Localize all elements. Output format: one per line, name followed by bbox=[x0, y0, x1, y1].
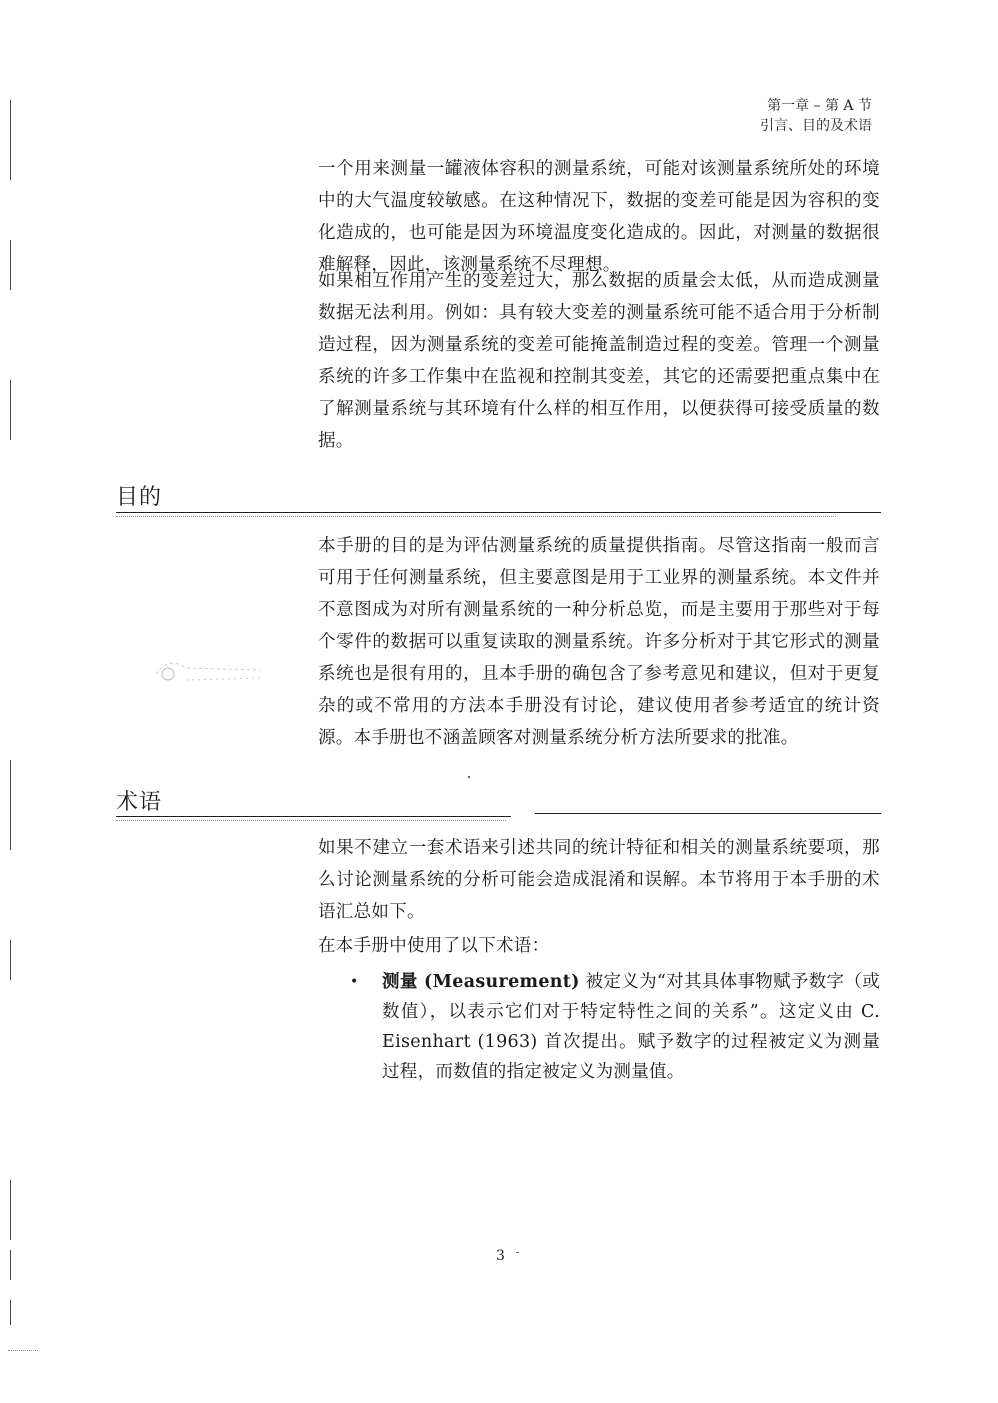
paragraph-terms-lead: 在本手册中使用了以下术语： bbox=[318, 936, 550, 956]
scan-edge-mark bbox=[10, 760, 11, 850]
bullet-icon: • bbox=[350, 974, 359, 990]
section-rule-terms-left bbox=[116, 816, 511, 817]
scan-speck bbox=[516, 1252, 519, 1253]
header-chapter: 第一章 – 第 A 节 bbox=[767, 98, 872, 114]
paragraph-terms-intro: 如果不建立一套术语来引述共同的统计特征和相关的测量系统要项，那么讨论测量系统的分析可能会造成混淆和误解。本节将用于本手册的术语汇总如下。 bbox=[318, 838, 880, 922]
list-item bbox=[350, 967, 880, 1087]
scan-speck bbox=[468, 776, 470, 778]
scan-edge-mark bbox=[10, 240, 11, 290]
term-name: 测量 (Measurement) bbox=[382, 972, 580, 992]
paragraph-interaction-variation: 如果相互作用产生的变差过大，那么数据的质量会太低，从而造成测量数据无法利用。例如：具有较大变差的测量系统可能不适合用于分析制造过程，因为测量系统的变差可能掩盖制造过程的变差。管理一个测量系统的许多工作集中在监视和控制其变差，其它的还需要把重点集中在了解测量系统与其环境有什么样的相互作用，以便获得可接受质量的数据。 bbox=[318, 271, 880, 451]
scan-dotted-line bbox=[116, 516, 836, 517]
scan-dotted-line bbox=[8, 1350, 38, 1351]
scan-edge-mark bbox=[10, 380, 11, 440]
scan-edge-mark bbox=[10, 940, 11, 980]
scan-edge-mark bbox=[10, 100, 11, 180]
term-definition: 被定义为“对其具体事物赋予数字（或数值），以表示它们对于特定特性之间的关系”。这定义由 C. Eisenhart (1963) 首次提出。赋予数字的过程被定义为测量过程，而数值的指定被定义为测量值。 bbox=[382, 972, 880, 1082]
scan-edge-mark bbox=[10, 1300, 11, 1325]
section-rule-terms-right bbox=[535, 813, 881, 814]
section-heading-purpose: 目的 bbox=[116, 485, 163, 510]
terms-list bbox=[350, 967, 880, 1087]
section-rule-purpose bbox=[116, 512, 881, 513]
scan-edge-mark bbox=[10, 1250, 11, 1280]
paragraph-temperature-example: 一个用来测量一罐液体容积的测量系统，可能对该测量系统所处的环境中的大气温度较敏感。在这种情况下，数据的变差可能是因为容积的变化造成的，也可能是因为环境温度变化造成的。因此，对测量的数据很难解释，因此，该测量系统不尽理想。 bbox=[318, 159, 880, 275]
faint-margin-graphic-icon bbox=[150, 654, 270, 694]
scan-edge-mark bbox=[10, 1180, 11, 1240]
header-title: 引言、目的及术语 bbox=[760, 118, 872, 134]
section-heading-terms: 术语 bbox=[116, 790, 163, 815]
scan-dotted-line bbox=[116, 820, 506, 821]
paragraph-purpose: 本手册的目的是为评估测量系统的质量提供指南。尽管这指南一般而言可用于任何测量系统，但主要意图是用于工业界的测量系统。本文件并不意图成为对所有测量系统的一种分析总览，而是主要用于那些对于每个零件的数据可以重复读取的测量系统。许多分析对于其它形式的测量系统也是很有用的，且本手册的确包含了参考意见和建议，但对于更复杂的或不常用的方法本手册没有讨论，建议使用者参考适宜的统计资源。本手册也不涵盖顾客对测量系统分析方法所要求的批准。 bbox=[318, 536, 880, 748]
running-header bbox=[760, 96, 872, 136]
page-number: 3 bbox=[496, 1248, 505, 1264]
